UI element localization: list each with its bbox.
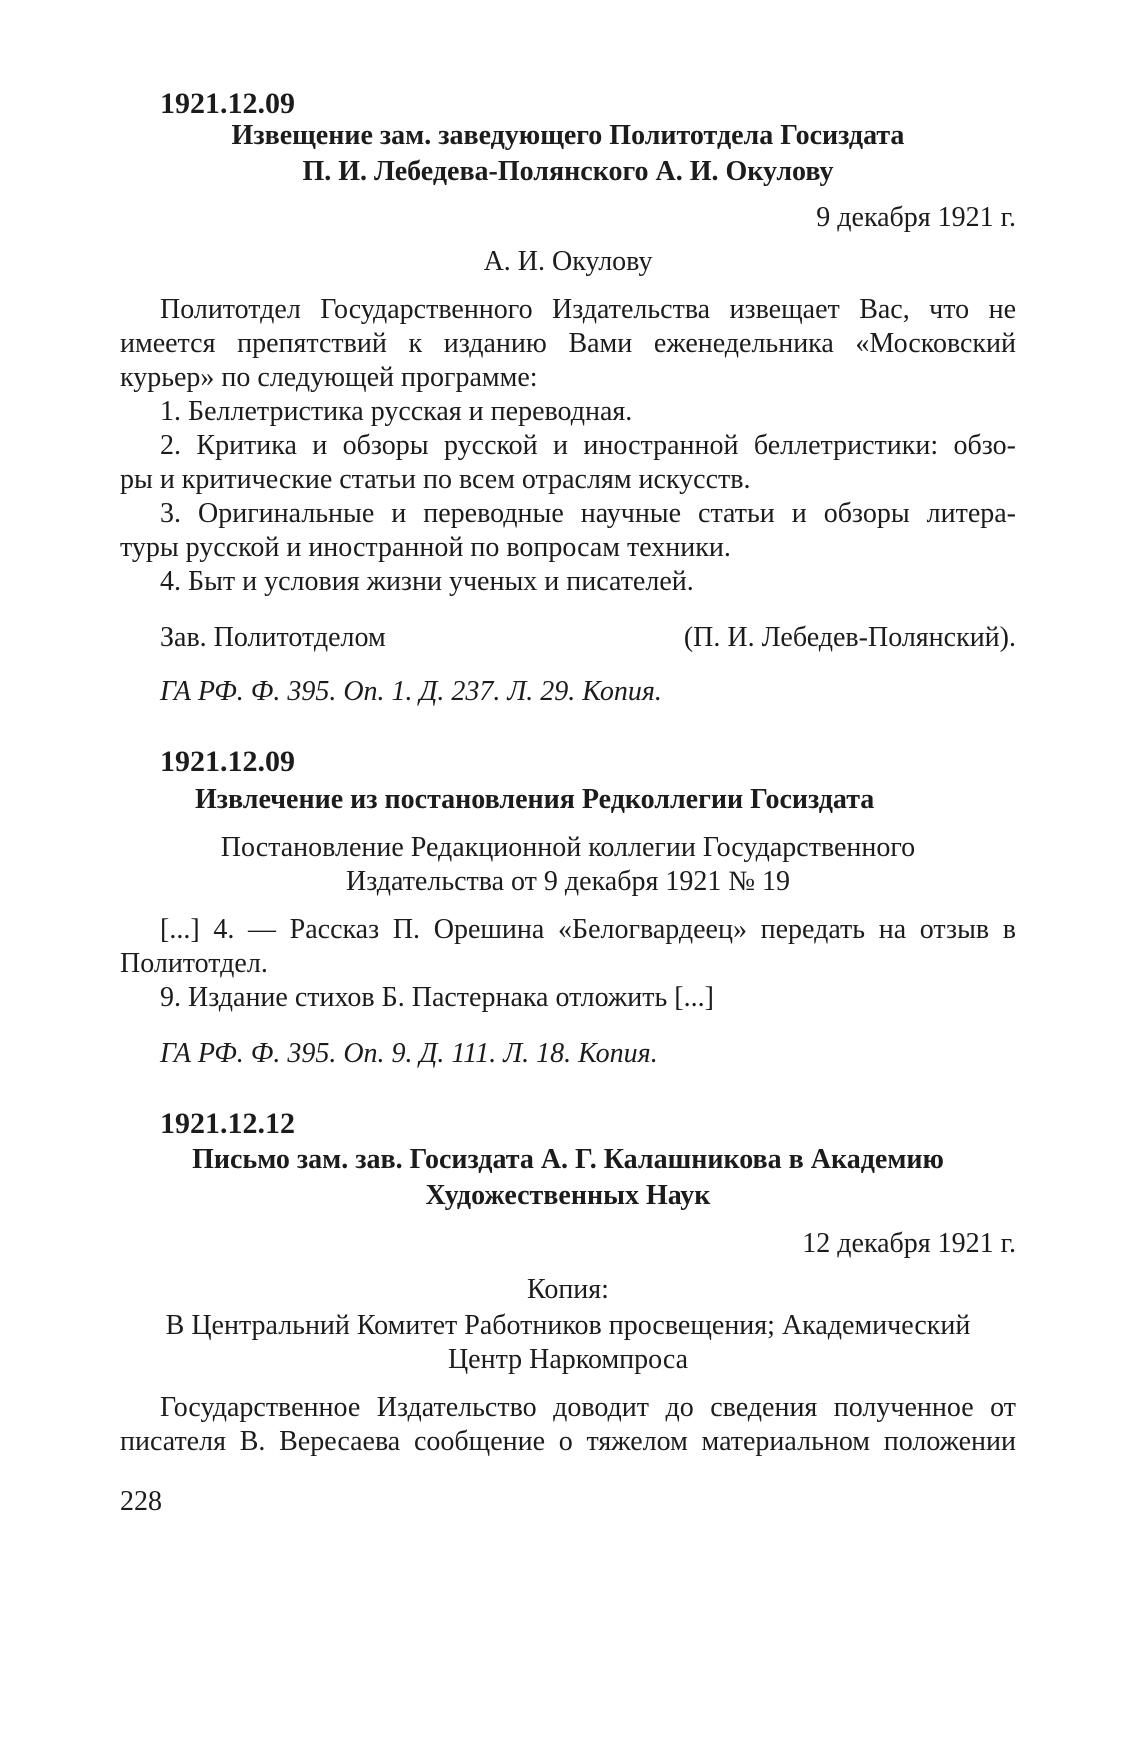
doc1-title-line1: Извещение зам. заведующего Политотдела Госиздата: [231, 120, 905, 151]
doc1-archive-source: ГА РФ. Ф. 395. Оп. 1. Д. 237. Л. 29. Копия.: [160, 676, 662, 707]
doc2-body-line2: Политотдел.: [120, 948, 268, 979]
doc1-signature-name: (П. И. Лебедев-Полянский).: [683, 622, 1016, 653]
doc2-archive-source: ГА РФ. Ф. 395. Оп. 9. Д. 111. Л. 18. Копия.: [160, 1038, 658, 1069]
doc1-item-3-line1: 3. Оригинальные и переводные научные статьи и обзоры литера-: [160, 498, 1016, 529]
doc1-body-line3: курьер» по следующей программе:: [120, 362, 538, 393]
doc3-dateline: 12 декабря 1921 г.: [802, 1228, 1016, 1259]
doc2-title: Извлечение из постановления Редколлегии Госиздата: [195, 784, 875, 815]
doc1-item-1: 1. Беллетристика русская и переводная.: [160, 396, 633, 427]
doc2-body-line3: 9. Издание стихов Б. Пастернака отложить [...]: [160, 982, 714, 1013]
doc1-title-line2: П. И. Лебедева-Полянского А. И. Окулову: [302, 156, 834, 187]
doc1-signature-position: Зав. Политотделом: [160, 622, 386, 653]
doc1-signature: [120, 620, 1016, 656]
doc3-addressee-line1: В Центральний Комитет Работников просвещения; Академический: [165, 1310, 971, 1341]
doc1-item-3-line2: туры русской и иностранной по вопросам техники.: [120, 532, 731, 563]
doc3-date: 1921.12.12: [160, 1107, 295, 1140]
doc1-dateline: 9 декабря 1921 г.: [816, 202, 1016, 233]
doc1-date: 1921.12.09: [160, 87, 295, 120]
doc2-subtitle-line2: Издательства от 9 декабря 1921 № 19: [345, 866, 791, 897]
doc3-body-line1: Государственное Издательство доводит до сведения полученное от: [160, 1392, 1016, 1423]
doc3-title-line2: Художественных Наук: [425, 1180, 711, 1211]
doc3-title-line1: Письмо зам. зав. Госиздата А. Г. Калашникова в Академию: [192, 1144, 944, 1175]
doc3-addressee-line2: Центр Наркомпроса: [447, 1344, 689, 1375]
doc1-body-line1: Политотдел Государственного Издательства извещает Вас, что не: [160, 294, 1016, 325]
doc1-item-4: 4. Быт и условия жизни ученых и писателей.: [160, 566, 694, 597]
doc2-body-line1: [...] 4. — Рассказ П. Орешина «Белогвардеец» передать на отзыв в: [160, 914, 1016, 945]
doc1-body-line2: имеется препятствий к изданию Вами еженедельника «Московский: [120, 328, 1016, 359]
doc2-subtitle-line1: Постановление Редакционной коллегии Государственного: [220, 832, 916, 863]
doc1-addressee: А. И. Окулову: [483, 246, 653, 277]
doc3-body-line2: писателя В. Вересаева сообщение о тяжелом материальном положении: [120, 1426, 1016, 1457]
doc2-date: 1921.12.09: [160, 745, 295, 778]
doc3-copy-label: Копия:: [527, 1274, 609, 1305]
page-number: 228: [120, 1486, 162, 1517]
doc1-item-2-line2: ры и критические статьи по всем отраслям искусств.: [120, 464, 751, 495]
doc1-item-2-line1: 2. Критика и обзоры русской и иностранной беллетристики: обзо-: [160, 430, 1016, 461]
